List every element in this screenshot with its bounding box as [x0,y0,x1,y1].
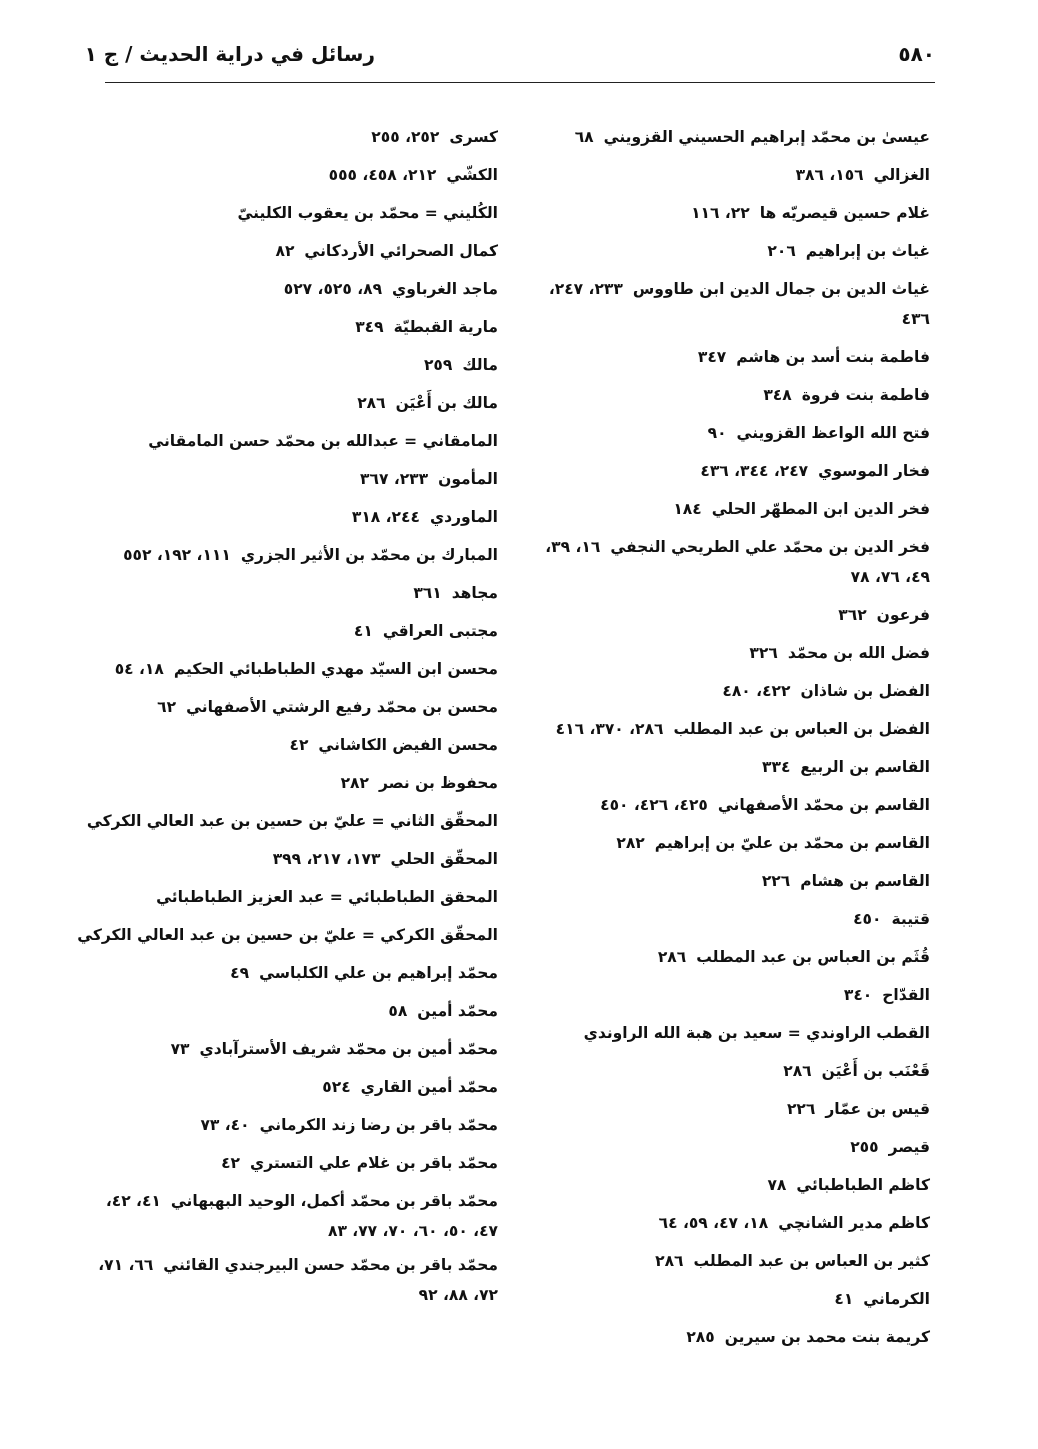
index-entry [68,194,498,232]
entry-name: كمال الصحرائي الأردكاني [304,242,498,260]
entry-name: محمّد أمين القاري [360,1078,498,1096]
entry-name: مالك بن أَعْيَن [395,394,498,412]
entry-pages: ٩٠ [707,424,727,442]
index-entry [68,1144,498,1182]
index-entry [510,596,930,634]
entry-pages-continued: ٤٧، ٥٠، ٦٠، ٧٠، ٧٧، ٨٣ [327,1222,498,1240]
entry-pages: ١٥٦، ٣٨٦ [795,166,864,184]
index-entry [510,1204,930,1242]
header-rule [105,82,935,83]
index-entry [510,748,930,786]
index-entry [68,422,498,460]
entry-pages: ٢٠٦ [767,242,796,260]
entry-pages: ٢٨٦ [657,948,687,966]
entry-name: مجتبى العراقي [382,622,498,640]
index-entry [510,634,930,672]
entry-name: الفضل بن العباس بن عبد المطلب [673,720,930,738]
entry-pages: ٤٠، ٧٣ [200,1116,250,1134]
entry-name: القاسم بن الربيع [800,758,930,776]
entry-name: كريمة بنت محمد بن سيرين [724,1328,930,1346]
entry-name: المحقّق الكركي = عليّ بن حسين بن عبد العالي الكركي [77,926,498,944]
entry-name: محفوظ بن نصر [378,774,498,792]
entry-pages: ٤١، ٤٢، [105,1192,161,1210]
index-entry [68,916,498,954]
index-entry [510,1280,930,1318]
entry-name: الكُليني = محمّد بن يعقوب الكلينيّ [237,204,498,222]
entry-name: محمّد باقر بن محمّد أكمل، الوحيد البهبهاني [170,1192,498,1210]
index-entry [510,900,930,938]
index-entry [68,1250,498,1310]
entry-pages: ٤٢ [221,1154,240,1172]
index-entry [510,156,930,194]
entry-name: قَعْنَب بن أَعْيَن [821,1062,930,1080]
entry-name: المحقّق الثاني = عليّ بن حسين بن عبد العالي الكركي [86,812,498,830]
index-entry [510,824,930,862]
entry-pages: ٤١ [353,622,373,640]
index-entry [510,1090,930,1128]
index-entry [510,274,930,334]
entry-pages: ٢٨٢ [616,834,645,852]
index-entry [510,194,930,232]
entry-name: المحقّق الحلي [390,850,498,868]
index-entry [68,764,498,802]
index-entry [510,938,930,976]
entry-pages: ١٨٤ [673,500,702,518]
entry-name: القدّاح [882,986,930,1004]
index-entry [68,536,498,574]
index-entry [510,118,930,156]
index-entry [68,840,498,878]
entry-pages-continued: ٤٣٦ [901,310,930,328]
entry-pages: ٥٨ [388,1002,408,1020]
index-entry [510,1318,930,1356]
entry-name: قيس بن عمّار [825,1100,930,1118]
entry-name: المبارك بن محمّد بن الأثير الجزري [240,546,498,564]
entry-pages: ٢٥٥ [850,1138,879,1156]
entry-name: قُثَم بن العباس بن عبد المطلب [696,948,930,966]
entry-name: كسرى [449,128,498,146]
entry-name: محمّد إبراهيم بن علي الكلباسي [259,964,498,982]
entry-name: محسن ابن السيّد مهدي الطباطبائي الحكيم [173,660,498,678]
index-entry [510,976,930,1014]
index-entry [510,1128,930,1166]
entry-name: كاظم الطباطبائي [796,1176,930,1194]
entry-name: القاسم بن محمّد بن عليّ بن إبراهيم [654,834,930,852]
entry-pages: ٣٤٨ [763,386,792,404]
entry-pages-continued: ٧٢، ٨٨، ٩٢ [418,1286,498,1304]
entry-name: فرعون [876,606,930,624]
index-entry [68,574,498,612]
page-header [84,38,935,82]
index-entry [510,710,930,748]
index-entry [68,1106,498,1144]
entry-pages: ١٧٣، ٢١٧، ٣٩٩ [272,850,381,868]
entry-pages-continued: ٤٩، ٧٦، ٧٨ [850,568,930,586]
entry-pages: ٢٨٦ [783,1062,812,1080]
entry-name: مارية القبطيّة [393,318,498,336]
entry-name: غياث الدين بن جمال الدين ابن طاووس [632,280,930,298]
index-entry [510,862,930,900]
entry-pages: ٣٤٧ [697,348,727,366]
entry-pages: ٤٢٢، ٤٨٠ [722,682,791,700]
index-entry [68,726,498,764]
index-entry [510,414,930,452]
entry-pages: ١٨، ٤٧، ٥٩، ٦٤ [658,1214,769,1232]
entry-name: قيصر [888,1138,930,1156]
entry-name: محمّد أمين بن محمّد شريف الأسترآبادي [199,1040,498,1058]
index-entry [510,532,930,592]
entry-pages: ٣٢٦ [749,644,778,662]
entry-name: مجاهد [451,584,498,602]
entry-pages: ٦٢ [157,698,177,716]
entry-name: محمّد باقر بن غلام علي التستري [249,1154,498,1172]
entry-name: الكشّي [446,166,498,184]
index-entry [68,954,498,992]
running-title: رسائل في دراية الحديث / ج ١ [84,42,375,66]
index-entry [510,452,930,490]
entry-pages: ٤٩ [230,964,250,982]
index-entry [68,156,498,194]
index-entry [510,672,930,710]
entry-pages: ١٦، ٣٩، [545,538,601,556]
entry-name: كاظم مدير الشانچي [778,1214,930,1232]
entry-name: ماجد الغرباوي [392,280,498,298]
entry-pages: ١٨، ٥٤ [114,660,164,678]
entry-pages: ٢٥٩ [423,356,453,374]
entry-pages: ٥٢٤ [322,1078,351,1096]
entry-name: فاطمة بنت أسد بن هاشم [736,348,930,366]
entry-pages: ٦٦، ٧١، [98,1256,154,1274]
entry-pages: ٤٢٥، ٤٢٦، ٤٥٠ [600,796,708,814]
index-entry [68,308,498,346]
index-entry [510,1166,930,1204]
entry-pages: ٢٨٦، ٣٧٠، ٤١٦ [555,720,664,738]
index-entry [510,232,930,270]
entry-name: فخر الدين ابن المطهّر الحلي [711,500,930,518]
entry-pages: ٢٤٤، ٣١٨ [351,508,420,526]
entry-pages: ٤٥٠ [853,910,882,928]
entry-pages: ٦٨ [574,128,594,146]
entry-pages: ٢٢٦ [761,872,791,890]
entry-pages: ٣٤٠ [843,986,873,1004]
index-entry [510,1052,930,1090]
entry-name: فتح الله الواعظ القزويني [736,424,930,442]
entry-name: محمّد باقر بن محمّد حسن البيرجندي القائني [163,1256,498,1274]
index-entry [68,118,498,156]
entry-name: المحقق الطباطبائي = عبد العزيز الطباطبائي [156,888,498,906]
entry-name: فخر الدين بن محمّد علي الطريحي النجفي [610,538,930,556]
index-entry [68,1068,498,1106]
entry-name: غلام حسين قيصريّه ها [759,204,930,222]
index-entry [68,1030,498,1068]
entry-pages: ٢٢، ١١٦ [691,204,750,222]
entry-name: محمّد أمين [417,1002,498,1020]
entry-name: فاطمة بنت فروة [801,386,930,404]
entry-name: القطب الراوندي = سعيد بن هبة الله الراوندي [583,1024,930,1042]
index-entry [68,650,498,688]
entry-name: فضل الله بن محمّد [787,644,930,662]
entry-name: القاسم بن محمّد الأصفهاني [717,796,930,814]
index-entry [510,338,930,376]
index-entry [510,1242,930,1280]
entry-name: مالك [462,356,498,374]
entry-pages: ٢٨٦ [655,1252,684,1270]
entry-pages: ٤٢ [289,736,309,754]
entry-name: قتيبة [891,910,930,928]
entry-name: كثير بن العباس بن عبد المطلب [693,1252,930,1270]
entry-pages: ٢٤٧، ٣٤٤، ٤٣٦ [700,462,809,480]
index-entry [510,786,930,824]
index-column-right [510,118,930,1356]
entry-pages: ٢٨٢ [340,774,369,792]
entry-name: الماوردي [429,508,498,526]
index-entry [68,498,498,536]
index-entry [68,612,498,650]
entry-pages: ٢٣٣، ٢٤٧، [548,280,623,298]
entry-name: القاسم بن هشام [800,872,930,890]
entry-pages: ٢٥٢، ٢٥٥ [371,128,440,146]
entry-pages: ٢٨٦ [357,394,386,412]
entry-name: الكرماني [863,1290,930,1308]
index-entry [68,992,498,1030]
index-entry [68,878,498,916]
index-entry [68,384,498,422]
index-entry [68,270,498,308]
index-entry [68,688,498,726]
entry-name: الفضل بن شاذان [800,682,930,700]
entry-pages: ٣٣٤ [762,758,791,776]
entry-pages: ٧٣ [170,1040,190,1058]
entry-name: غياث بن إبراهيم [805,242,930,260]
index-column-left [68,118,498,1314]
entry-pages: ٢٣٣، ٣٦٧ [360,470,429,488]
index-entry [510,1014,930,1052]
entry-pages: ٤١ [834,1290,854,1308]
entry-name: المامقاني = عبدالله بن محمّد حسن المامقاني [148,432,498,450]
entry-pages: ١١١، ١٩٢، ٥٥٢ [123,546,231,564]
entry-name: محمّد باقر بن رضا زند الكرماني [259,1116,498,1134]
index-entry [510,376,930,414]
index-entry [68,232,498,270]
index-entry [510,490,930,528]
entry-pages: ٣٤٩ [355,318,384,336]
entry-name: عيسىٰ بن محمّد إبراهيم الحسيني القزويني [603,128,930,146]
index-entry [68,460,498,498]
entry-name: الغزالي [873,166,930,184]
index-entry [68,802,498,840]
entry-name: محسن بن محمّد رفيع الرشتي الأصفهاني [186,698,498,716]
entry-name: محسن الفيض الكاشاني [318,736,498,754]
index-entry [68,346,498,384]
entry-pages: ٢١٢، ٤٥٨، ٥٥٥ [328,166,437,184]
entry-pages: ٢٢٦ [786,1100,816,1118]
entry-pages: ٨٢ [275,242,295,260]
entry-name: المأمون [438,470,498,488]
entry-name: فخار الموسوي [818,462,930,480]
page-number: ٥٨٠ [898,42,935,66]
entry-pages: ٧٨ [767,1176,787,1194]
entry-pages: ٣٦٢ [838,606,867,624]
entry-pages: ٣٦١ [413,584,442,602]
entry-pages: ٢٨٥ [686,1328,715,1346]
index-entry [68,1186,498,1246]
entry-pages: ٨٩، ٥٢٥، ٥٢٧ [283,280,383,298]
